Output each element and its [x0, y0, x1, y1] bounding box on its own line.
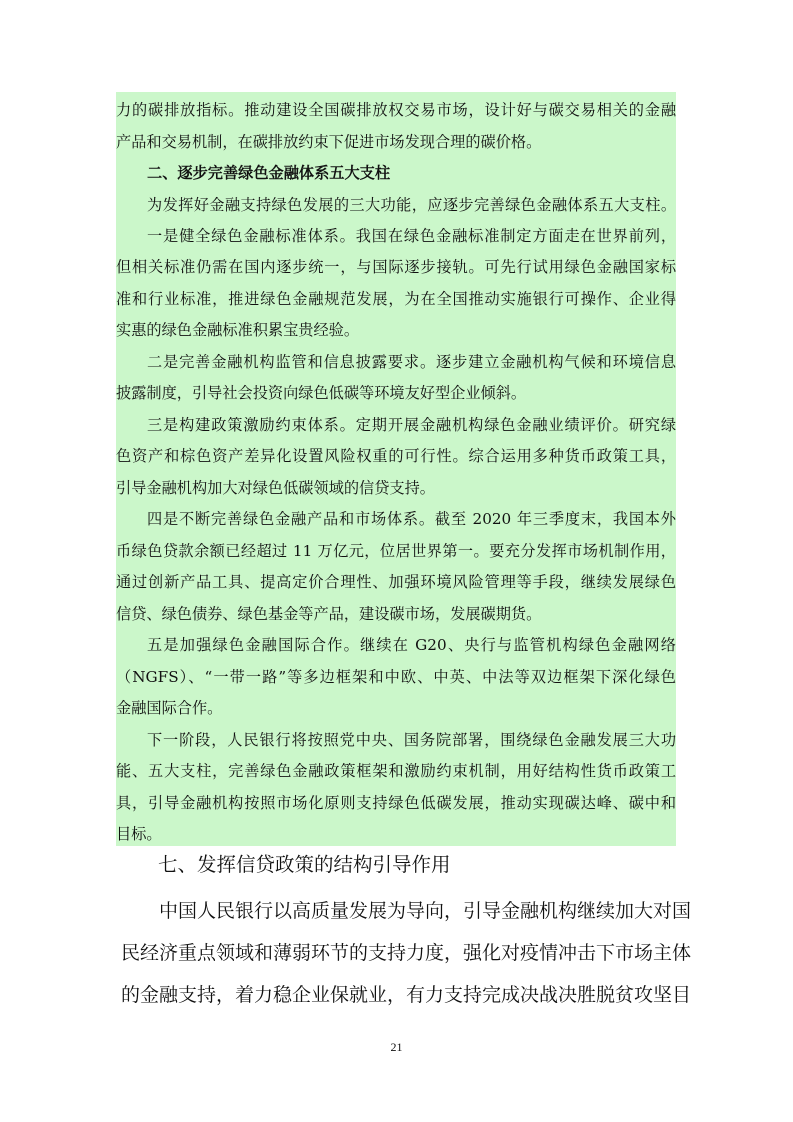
- excerpt-line: （NGFS）、“一带一路”等多边框架和中欧、中英、中法等双边框架下深化绿色: [116, 668, 676, 686]
- subsection-heading: 二、逐步完善绿色金融体系五大支柱: [147, 164, 390, 182]
- section-title: 七、发挥信贷政策的结构引导作用: [158, 853, 451, 876]
- page-number: 21: [390, 1040, 403, 1054]
- excerpt-line: 下一阶段，人民银行将按照党中央、国务院部署，围绕绿色金融发展三大功: [147, 731, 676, 749]
- excerpt-line: 但相关标准仍需在国内逐步统一，与国际逐步接轨。可先行试用绿色金融国家标: [116, 258, 676, 276]
- excerpt-line: 准和行业标准，推进绿色金融规范发展，为在全国推动实施银行可操作、企业得: [116, 290, 676, 308]
- excerpt-line: 色资产和棕色资产差异化设置风险权重的可行性。综合运用多种货币政策工具，: [116, 447, 676, 465]
- excerpt-line: 实惠的绿色金融标准积累宝贵经验。: [116, 321, 359, 339]
- excerpt-line: 二是完善金融机构监管和信息披露要求。逐步建立金融机构气候和环境信息: [147, 353, 676, 371]
- excerpt-line: 币绿色贷款余额已经超过 11 万亿元，位居世界第一。要充分发挥市场机制作用，: [116, 542, 676, 560]
- excerpt-line: 力的碳排放指标。推动建设全国碳排放权交易市场，设计好与碳交易相关的金融: [116, 101, 676, 119]
- body-line: 的金融支持，着力稳企业保就业，有力支持完成决战决胜脱贫攻坚目: [121, 984, 692, 1006]
- excerpt-line: 目标。: [116, 825, 162, 843]
- excerpt-line: 三是构建政策激励约束体系。定期开展金融机构绿色金融业绩评价。研究绿: [147, 416, 676, 434]
- excerpt-line: 信贷、绿色债券、绿色基金等产品，建设碳市场，发展碳期货。: [116, 605, 542, 623]
- excerpt-line: 五是加强绿色金融国际合作。继续在 G20、央行与监管机构绿色金融网络: [147, 636, 676, 654]
- excerpt-line: 引导金融机构加大对绿色低碳领域的信贷支持。: [116, 479, 435, 497]
- excerpt-line: 金融国际合作。: [116, 699, 223, 717]
- excerpt-line: 具，引导金融机构按照市场化原则支持绿色低碳发展，推动实现碳达峰、碳中和: [116, 794, 676, 812]
- body-line: 民经济重点领域和薄弱环节的支持力度，强化对疫情冲击下市场主体: [121, 942, 692, 964]
- excerpt-line: 一是健全绿色金融标准体系。我国在绿色金融标准制定方面走在世界前列，: [147, 227, 676, 245]
- excerpt-line: 披露制度，引导社会投资向绿色低碳等环境友好型企业倾斜。: [116, 384, 527, 402]
- excerpt-line: 产品和交易机制，在碳排放约束下促进市场发现合理的碳价格。: [116, 133, 542, 151]
- body-line: 中国人民银行以高质量发展为导向，引导金融机构继续加大对国: [159, 900, 692, 922]
- highlighted-excerpt: [116, 92, 676, 846]
- excerpt-line: 能、五大支柱，完善绿色金融政策框架和激励约束机制，用好结构性货币政策工: [116, 762, 676, 780]
- excerpt-line: 四是不断完善绿色金融产品和市场体系。截至 2020 年三季度末，我国本外: [147, 510, 676, 528]
- excerpt-line: 为发挥好金融支持绿色发展的三大功能，应逐步完善绿色金融体系五大支柱。: [147, 196, 676, 214]
- excerpt-line: 通过创新产品工具、提高定价合理性、加强环境风险管理等手段，继续发展绿色: [116, 573, 676, 591]
